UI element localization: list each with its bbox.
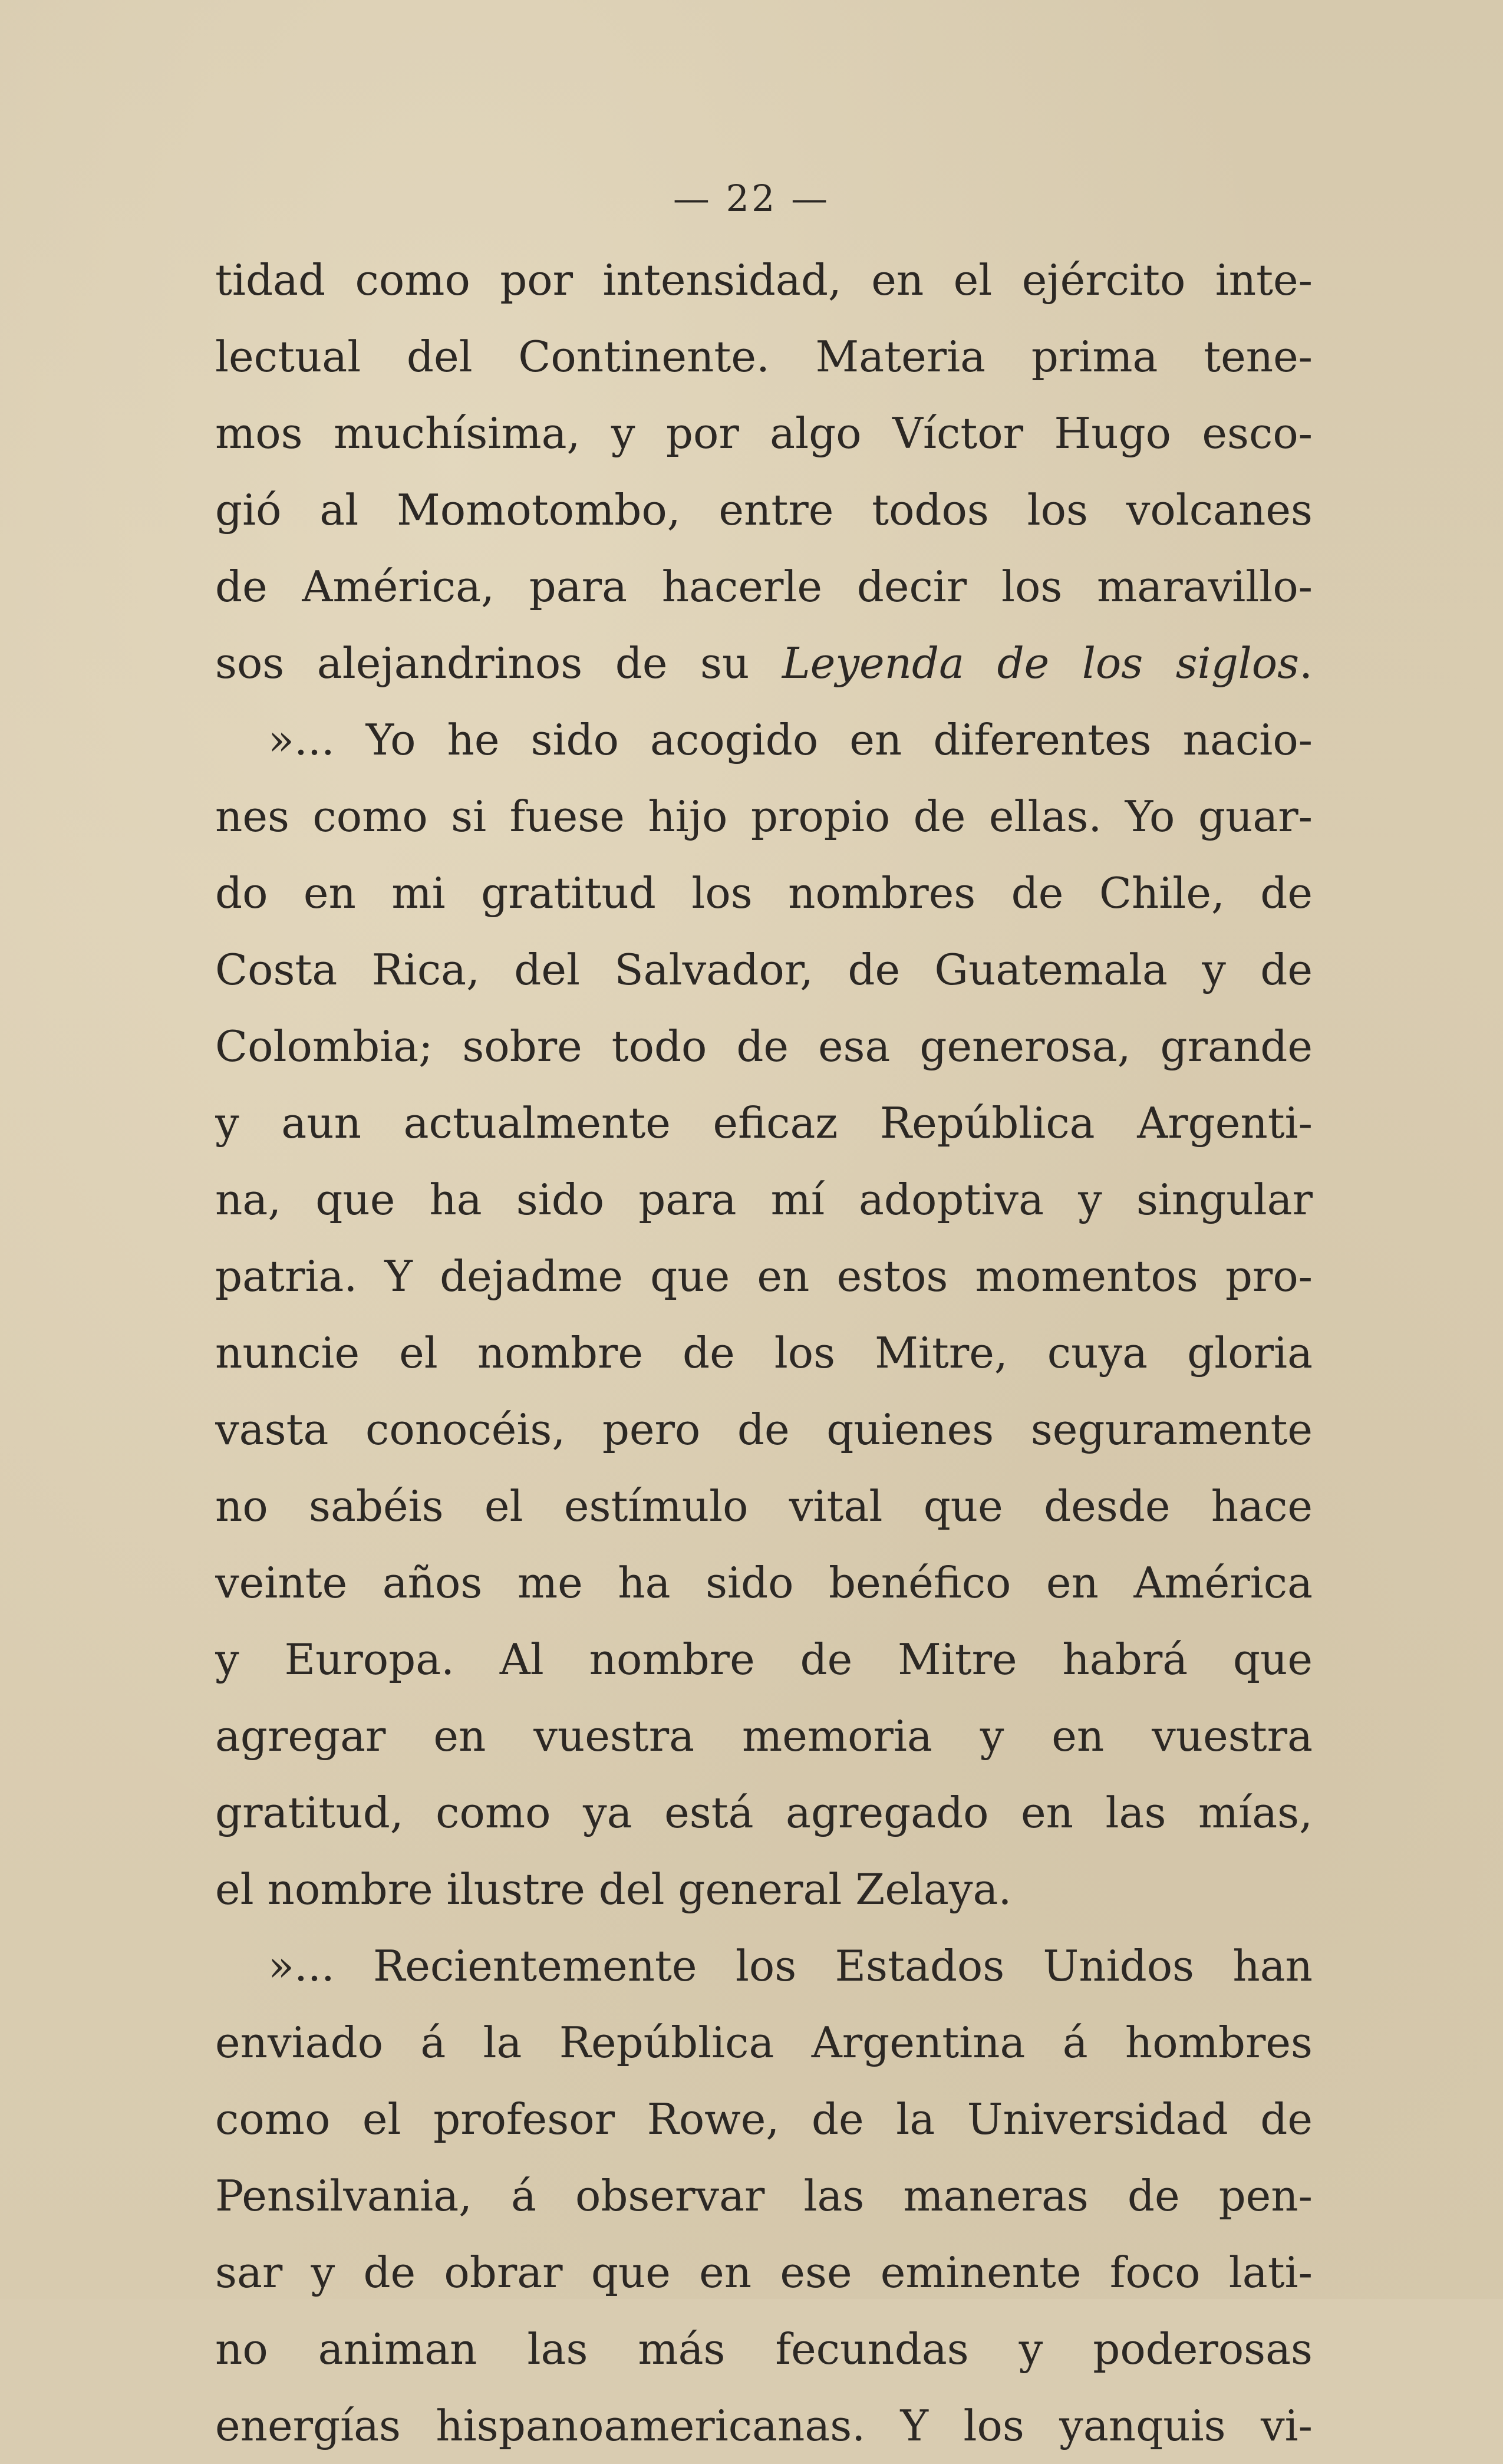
text-line: nes como si fuese hijo propio de ellas. Yo guar- [215, 792, 1313, 841]
page-number: — 22 — [673, 177, 830, 220]
text-line: mos muchísima, y por algo Víctor Hugo esco- [215, 409, 1313, 458]
text-line: agregar en vuestra memoria y en vuestra [215, 1711, 1313, 1761]
text-line: y aun actualmente eficaz República Argenti- [215, 1098, 1313, 1148]
text-line: gió al Momotombo, entre todos los volcanes [215, 485, 1313, 535]
text-line: nuncie el nombre de los Mitre, cuya gloria [215, 1328, 1313, 1378]
text-line: tidad como por intensidad, en el ejército inte- [215, 255, 1313, 305]
text-line: lectual del Continente. Materia prima tene- [215, 332, 1313, 381]
text-line: no sabéis el estímulo vital que desde hace [215, 1481, 1313, 1531]
text-line-with-italic-title [215, 625, 1313, 701]
text-line: Colombia; sobre todo de esa generosa, grande [215, 1022, 1313, 1071]
text-line: energías hispanoamericanas. Y los yanquis vi- [215, 2401, 1313, 2450]
text-line: Costa Rica, del Salvador, de Guatemala y de [215, 945, 1313, 994]
text-line: do en mi gratitud los nombres de Chile, de [215, 868, 1313, 918]
text-line: patria. Y dejadme que en estos momentos pro- [215, 1251, 1313, 1301]
text-line: sar y de obrar que en ese eminente foco lati- [215, 2248, 1313, 2297]
text-line: Pensilvania, á observar las maneras de pen- [215, 2171, 1313, 2221]
italic-book-title: Leyenda de los siglos [782, 638, 1300, 688]
line-text-before-title: sos alejandrinos de su [215, 638, 782, 688]
text-line: na, que ha sido para mí adoptiva y singular [215, 1175, 1313, 1224]
text-line: vasta conocéis, pero de quienes seguramente [215, 1405, 1313, 1454]
text-line: gratitud, como ya está agregado en las mías, [215, 1788, 1313, 1837]
line-text-after-title: . [1299, 638, 1313, 688]
paragraph-first-line: »... Yo he sido acogido en diferentes nacio- [268, 715, 1313, 765]
text-line: y Europa. Al nombre de Mitre habrá que [215, 1635, 1313, 1684]
text-line: de América, para hacerle decir los maravillo- [215, 562, 1313, 611]
text-line: enviado á la República Argentina á hombres [215, 2018, 1313, 2067]
body-text [215, 242, 1313, 2464]
text-line: veinte años me ha sido benéfico en América [215, 1558, 1313, 1607]
paragraph-last-line: el nombre ilustre del general Zelaya. [215, 1865, 1012, 1914]
text-line: como el profesor Rowe, de la Universidad de [215, 2094, 1313, 2144]
paragraph-first-line: »... Recientemente los Estados Unidos han [268, 1941, 1313, 1991]
text-line: no animan las más fecundas y poderosas [215, 2324, 1313, 2374]
